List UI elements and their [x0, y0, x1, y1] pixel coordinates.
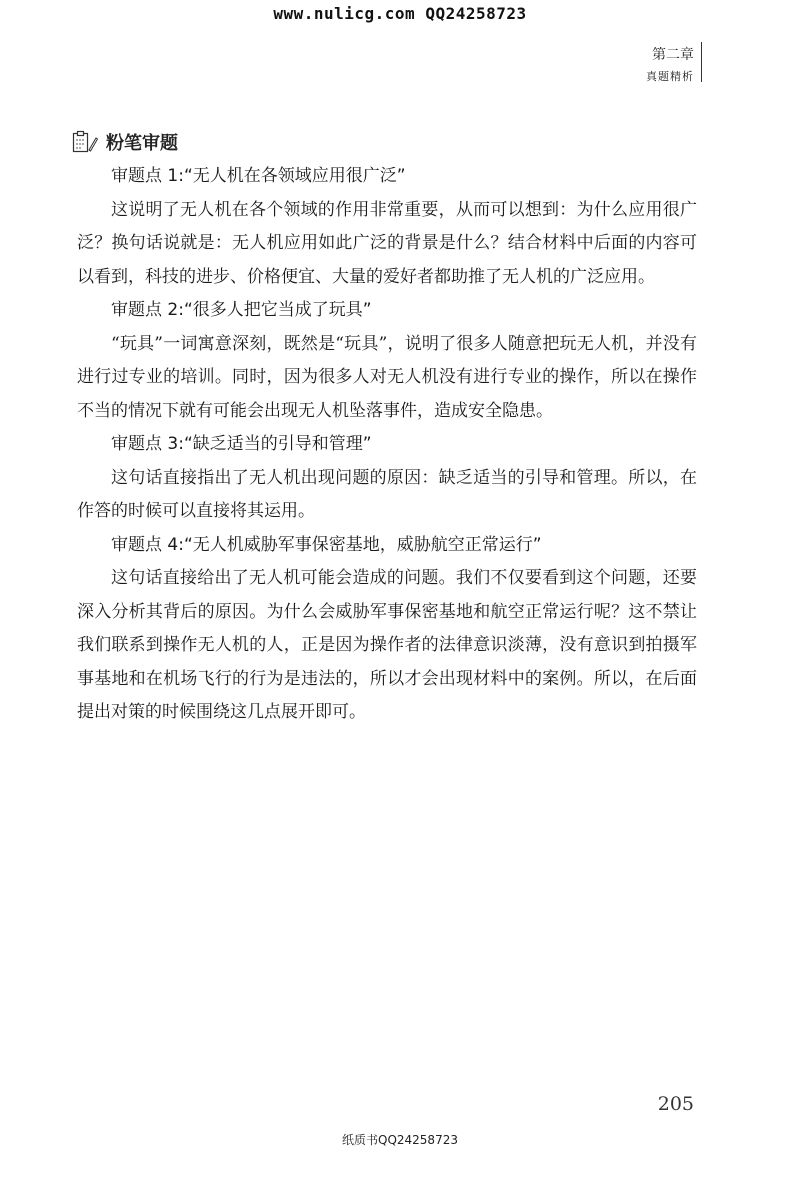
body-text [77, 160, 697, 730]
top-watermark: www.nulicg.com QQ24258723 [273, 4, 527, 23]
section-title: 粉笔审题 [106, 133, 178, 154]
section-label: 真题精析 [646, 70, 694, 83]
note-pad-icon [72, 130, 98, 154]
chapter-label: 第二章 [652, 47, 694, 63]
bottom-watermark: 纸质书QQ24258723 [342, 1133, 458, 1147]
header-divider [701, 42, 702, 82]
review-point-heading: 审题点 1:“无人机在各领域应用很广泛” [111, 166, 406, 186]
section-heading [72, 128, 178, 156]
review-point-heading: 审题点 2:“很多人把它当成了玩具” [111, 300, 372, 320]
running-head [646, 44, 694, 88]
body-paragraph: 这说明了无人机在各个领域的作用非常重要，从而可以想到：为什么应用很广泛？换句话说就是：无人机应用如此广泛的背景是什么？结合材料中后面的内容可以看到，科技的进步、价格便宜、大量的爱好者都助推了无人机的广泛应用。 [77, 199, 697, 287]
body-paragraph: “玩具”一词寓意深刻，既然是“玩具”，说明了很多人随意把玩无人机，并没有进行过专业的培训。同时，因为很多人对无人机没有进行专业的操作，所以在操作不当的情况下就有可能会出现无人机坠落事件，造成安全隐患。 [77, 333, 697, 421]
review-point-heading: 审题点 3:“缺乏适当的引导和管理” [111, 434, 372, 454]
review-point-heading: 审题点 4:“无人机威胁军事保密基地，威胁航空正常运行” [111, 534, 542, 555]
body-paragraph: 这句话直接指出了无人机出现问题的原因：缺乏适当的引导和管理。所以，在作答的时候可以直接将其运用。 [77, 467, 697, 521]
page-number: 205 [657, 1093, 694, 1115]
body-paragraph: 这句话直接给出了无人机可能会造成的问题。我们不仅要看到这个问题，还要深入分析其背后的原因。为什么会威胁军事保密基地和航空正常运行呢？这不禁让我们联系到操作无人机的人，正是因为操作者的法律意识淡薄，没有意识到拍摄军事基地和在机场飞行的行为是违法的，所以才会出现材料中的案例。所以，在后面提出对策的时候围绕这几点展开即可。 [77, 568, 697, 722]
